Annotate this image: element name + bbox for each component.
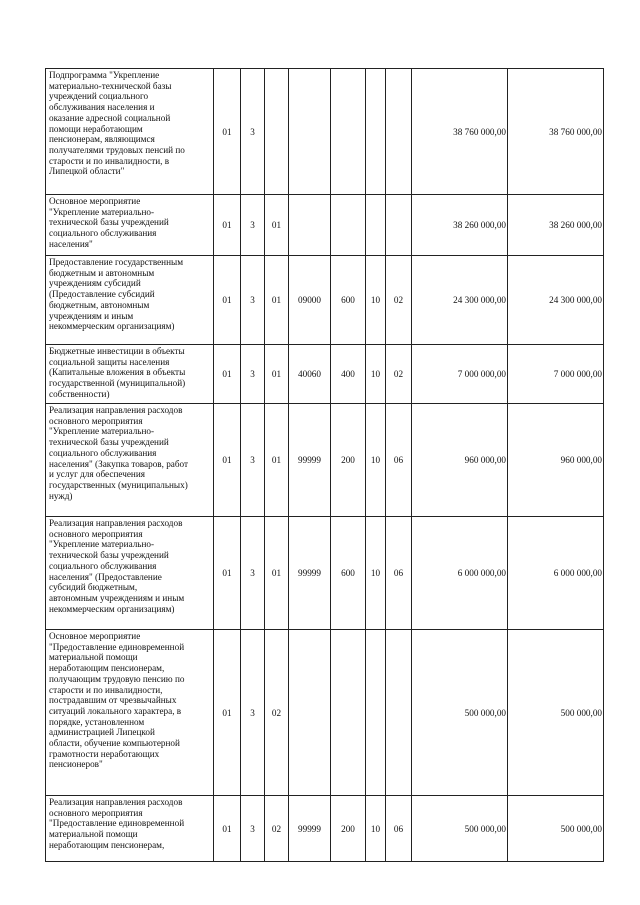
description-line: "Предоставление единовременной xyxy=(49,818,185,829)
description-line: субсидий бюджетным, xyxy=(49,582,138,593)
amount-year-2: 38 760 000,00 xyxy=(508,69,604,195)
description-line: Бюджетные инвестиции в объекты xyxy=(49,346,185,356)
description-line: основного мероприятия xyxy=(49,807,143,818)
description-line: собственности) xyxy=(49,388,110,399)
amount-year-1: 500 000,00 xyxy=(412,630,508,796)
amount-year-2: 38 260 000,00 xyxy=(508,195,604,256)
description-line: "Укрепление материально- xyxy=(49,539,155,550)
code-direction: 99999 xyxy=(289,517,331,630)
description-line: порядке, установленном xyxy=(49,716,145,727)
code-section xyxy=(366,630,386,796)
table-row xyxy=(46,69,604,195)
code-program: 01 xyxy=(214,195,241,256)
description-line: технической базы учреждений xyxy=(49,550,169,561)
code-section xyxy=(366,195,386,256)
amount-year-2: 6 000 000,00 xyxy=(508,517,604,630)
code-section: 10 xyxy=(366,404,386,517)
description-line: Реализация направления расходов xyxy=(49,518,183,528)
code-expense-type: 200 xyxy=(331,404,366,517)
code-program: 01 xyxy=(214,256,241,345)
amount-year-1: 500 000,00 xyxy=(412,796,508,862)
description-line: (Предоставление субсидий xyxy=(49,289,155,300)
amount-year-2: 24 300 000,00 xyxy=(508,256,604,345)
code-subsection: 06 xyxy=(386,796,412,862)
amount-year-1: 6 000 000,00 xyxy=(412,517,508,630)
description-line: грамотности неработающих xyxy=(49,748,160,759)
table-body xyxy=(46,69,604,862)
description-line: области, обучение компьютерной xyxy=(49,738,180,749)
description-line: некоммерческим организациям) xyxy=(49,603,175,614)
description-line: неработающим пенсионерам, xyxy=(49,839,165,850)
code-subprogram: 3 xyxy=(241,796,265,862)
description-line: получающим трудовую пенсию по xyxy=(49,673,185,684)
table-row xyxy=(46,256,604,345)
amount-year-2: 960 000,00 xyxy=(508,404,604,517)
description-line: "Предоставление единовременной xyxy=(49,641,185,652)
code-subsection xyxy=(386,195,412,256)
description-line: пенсионеров" xyxy=(49,759,103,770)
description-line: населения" xyxy=(49,238,93,249)
code-measure: 01 xyxy=(265,195,289,256)
description-line: (Капитальные вложения в объекты xyxy=(49,367,186,378)
code-direction: 40060 xyxy=(289,345,331,404)
code-subprogram: 3 xyxy=(241,630,265,796)
description-line: "Укрепление материально- xyxy=(49,206,155,217)
description-line: основного мероприятия xyxy=(49,415,143,426)
code-subsection: 02 xyxy=(386,345,412,404)
code-section: 10 xyxy=(366,517,386,630)
code-subprogram: 3 xyxy=(241,256,265,345)
code-expense-type xyxy=(331,630,366,796)
description-line: нужд) xyxy=(49,490,73,501)
description-line: учреждений социального xyxy=(49,91,149,102)
budget-table xyxy=(45,68,604,862)
description-line: материально-технической базы xyxy=(49,80,172,91)
description-line: ситуаций локального характера, в xyxy=(49,705,182,716)
amount-year-1: 38 760 000,00 xyxy=(412,69,508,195)
row-description xyxy=(46,517,214,630)
code-subsection: 06 xyxy=(386,404,412,517)
code-subsection: 06 xyxy=(386,517,412,630)
description-line: основного мероприятия xyxy=(49,528,143,539)
description-line: получателями трудовых пенсий по xyxy=(49,144,185,155)
description-line: помощи неработающим xyxy=(49,123,143,134)
description-line: и услуг для обеспечения xyxy=(49,469,145,480)
description-line: социального обслуживания xyxy=(49,560,157,571)
description-line: некоммерческим организациям) xyxy=(49,321,175,332)
description-line: населения" (Закупка товаров, работ xyxy=(49,458,189,469)
description-line: Основное мероприятие xyxy=(49,631,141,641)
code-subprogram: 3 xyxy=(241,195,265,256)
code-measure: 01 xyxy=(265,517,289,630)
code-direction xyxy=(289,195,331,256)
description-line: бюджетным, автономным xyxy=(49,299,150,310)
description-line: Липецкой области" xyxy=(49,166,125,177)
description-line: социального обслуживания xyxy=(49,228,157,239)
code-measure: 01 xyxy=(265,345,289,404)
code-direction xyxy=(289,630,331,796)
amount-year-1: 7 000 000,00 xyxy=(412,345,508,404)
code-subsection xyxy=(386,630,412,796)
code-program: 01 xyxy=(214,345,241,404)
code-section: 10 xyxy=(366,256,386,345)
description-line: Предоставление государственным xyxy=(49,257,184,267)
code-expense-type xyxy=(331,69,366,195)
description-line: пенсионерам, являющимся xyxy=(49,134,155,145)
code-subprogram: 3 xyxy=(241,69,265,195)
code-measure: 01 xyxy=(265,256,289,345)
row-description xyxy=(46,256,214,345)
description-line: Реализация направления расходов xyxy=(49,797,183,807)
table-row xyxy=(46,517,604,630)
code-measure: 01 xyxy=(265,404,289,517)
code-program: 01 xyxy=(214,69,241,195)
table-row xyxy=(46,195,604,256)
code-section: 10 xyxy=(366,796,386,862)
code-subprogram: 3 xyxy=(241,345,265,404)
description-line: населения" (Предоставление xyxy=(49,571,162,582)
code-section: 10 xyxy=(366,345,386,404)
amount-year-1: 38 260 000,00 xyxy=(412,195,508,256)
amount-year-2: 7 000 000,00 xyxy=(508,345,604,404)
amount-year-2: 500 000,00 xyxy=(508,630,604,796)
row-description xyxy=(46,69,214,195)
description-line: социального обслуживания xyxy=(49,447,157,458)
description-line: государственной (муниципальной) xyxy=(49,378,186,389)
row-description xyxy=(46,345,214,404)
code-subprogram: 3 xyxy=(241,517,265,630)
code-expense-type: 600 xyxy=(331,517,366,630)
row-description xyxy=(46,195,214,256)
description-line: социальной защиты населения xyxy=(49,356,170,367)
description-line: бюджетным и автономным xyxy=(49,267,155,278)
code-measure xyxy=(265,69,289,195)
description-line: старости и по инвалидности, xyxy=(49,684,163,695)
amount-year-1: 960 000,00 xyxy=(412,404,508,517)
code-measure: 02 xyxy=(265,796,289,862)
code-expense-type xyxy=(331,195,366,256)
code-expense-type: 600 xyxy=(331,256,366,345)
code-expense-type: 400 xyxy=(331,345,366,404)
description-line: учреждениям и иным xyxy=(49,310,134,321)
code-program: 01 xyxy=(214,404,241,517)
code-program: 01 xyxy=(214,517,241,630)
code-section xyxy=(366,69,386,195)
description-line: государственных (муниципальных) xyxy=(49,479,188,490)
description-line: Реализация направления расходов xyxy=(49,405,183,415)
description-line: оказание адресной социальной xyxy=(49,112,171,123)
row-description xyxy=(46,404,214,517)
description-line: материальной помощи xyxy=(49,652,138,663)
description-line: пострадавшим от чрезвычайных xyxy=(49,695,177,706)
code-measure: 02 xyxy=(265,630,289,796)
code-direction xyxy=(289,69,331,195)
description-line: технической базы учреждений xyxy=(49,217,169,228)
code-expense-type: 200 xyxy=(331,796,366,862)
description-line: материальной помощи xyxy=(49,829,138,840)
table-row xyxy=(46,630,604,796)
code-program: 01 xyxy=(214,630,241,796)
description-line: администрацией Липецкой xyxy=(49,727,155,738)
description-line: неработающим пенсионерам, xyxy=(49,663,165,674)
description-line: Основное мероприятие xyxy=(49,196,141,206)
description-line: обслуживания населения и xyxy=(49,102,155,113)
code-direction: 99999 xyxy=(289,404,331,517)
code-direction: 99999 xyxy=(289,796,331,862)
description-line: технической базы учреждений xyxy=(49,437,169,448)
table-row xyxy=(46,345,604,404)
code-subsection: 02 xyxy=(386,256,412,345)
amount-year-2: 500 000,00 xyxy=(508,796,604,862)
description-line: "Укрепление материально- xyxy=(49,426,155,437)
code-direction: 09000 xyxy=(289,256,331,345)
description-line: автономным учреждениям и иным xyxy=(49,592,185,603)
row-description xyxy=(46,796,214,862)
description-line: старости и по инвалидности, в xyxy=(49,155,170,166)
code-subprogram: 3 xyxy=(241,404,265,517)
row-description xyxy=(46,630,214,796)
amount-year-1: 24 300 000,00 xyxy=(412,256,508,345)
code-program: 01 xyxy=(214,796,241,862)
table-row xyxy=(46,404,604,517)
description-line: Подпрограмма "Укрепление xyxy=(49,70,160,80)
code-subsection xyxy=(386,69,412,195)
table-row xyxy=(46,796,604,862)
description-line: учреждениям субсидий xyxy=(49,278,141,289)
